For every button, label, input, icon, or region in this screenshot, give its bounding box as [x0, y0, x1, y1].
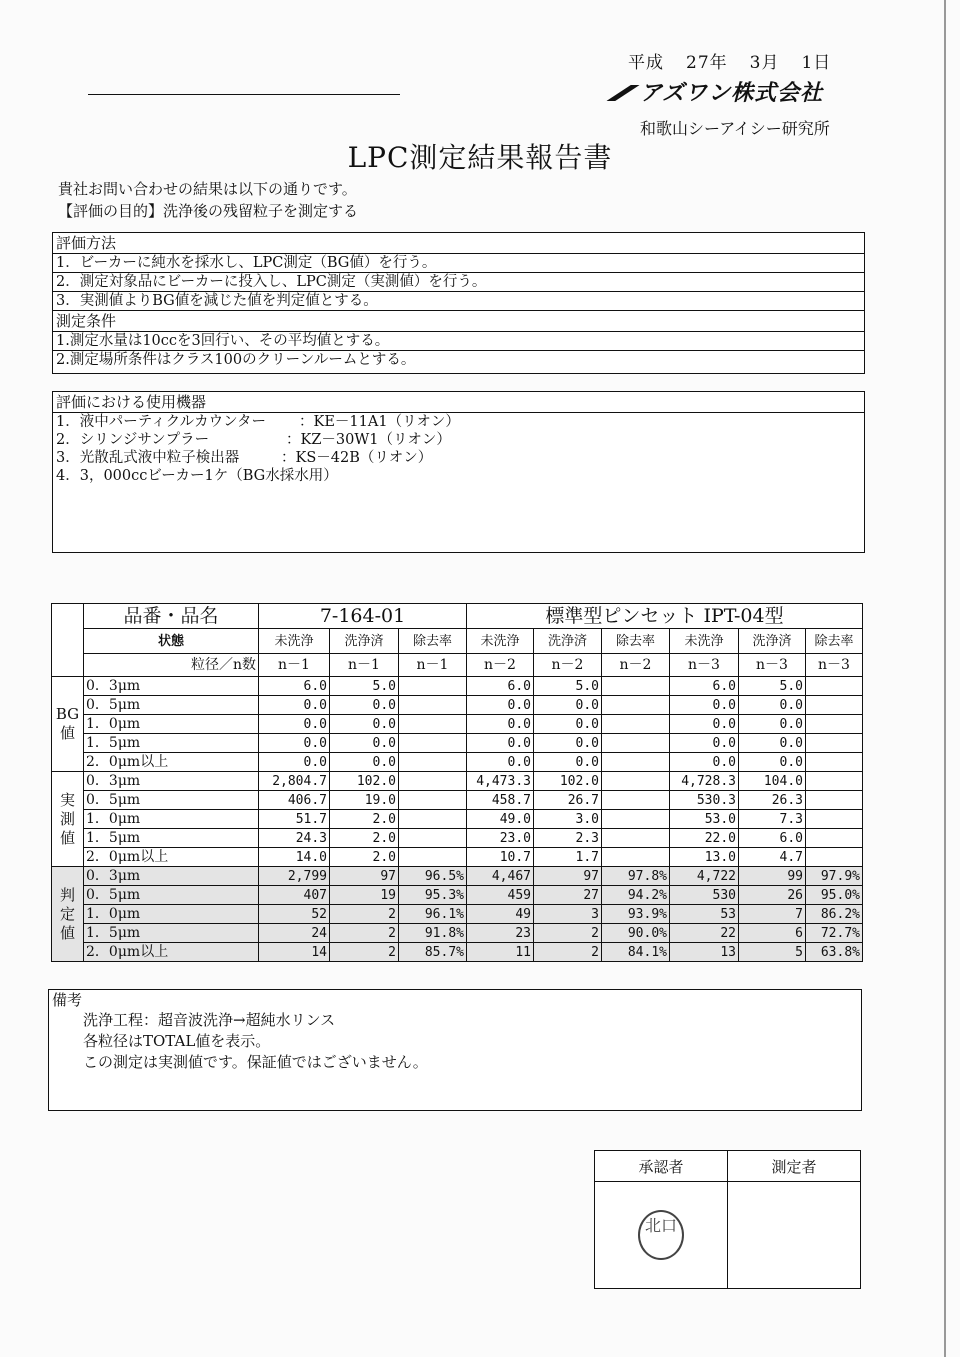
result-value: 97.8% — [602, 867, 670, 886]
intro-text: 貴社お問い合わせの結果は以下の通りです。 — [58, 180, 357, 198]
result-value: 84.1% — [602, 943, 670, 962]
result-value — [806, 829, 863, 848]
result-value: 0.0 — [534, 734, 602, 753]
result-value: 0.0 — [259, 753, 330, 772]
equipment-name: 3．光散乱式液中粒子検出器 — [56, 450, 240, 466]
result-row — [52, 848, 863, 867]
result-value: 104.0 — [739, 772, 806, 791]
result-value — [602, 753, 670, 772]
result-value: 2.3 — [534, 829, 602, 848]
result-value: 53 — [670, 905, 739, 924]
equipment-name: 1．液中パーティクルカウンター — [56, 414, 267, 430]
state-header: 除去率 — [806, 629, 863, 654]
result-value: 2,804.7 — [259, 772, 330, 791]
state-header: 未洗浄 — [670, 629, 739, 654]
scan-edge — [944, 0, 946, 1357]
approver-signature — [595, 1182, 728, 1289]
result-row — [52, 810, 863, 829]
result-row — [52, 867, 863, 886]
result-value: 3 — [534, 905, 602, 924]
measurer-signature — [728, 1182, 861, 1289]
result-value — [602, 715, 670, 734]
result-row — [52, 772, 863, 791]
result-value: 0.0 — [670, 753, 739, 772]
result-value: 19 — [330, 886, 399, 905]
result-value: 0.0 — [739, 753, 806, 772]
result-row — [52, 905, 863, 924]
result-value — [399, 829, 467, 848]
result-row — [52, 943, 863, 962]
result-value: 459 — [467, 886, 534, 905]
result-value — [399, 715, 467, 734]
equipment-item — [53, 431, 864, 449]
remarks-box — [48, 989, 862, 1111]
result-value — [806, 677, 863, 696]
n-header: n－1 — [330, 654, 399, 677]
result-row — [52, 791, 863, 810]
result-value — [602, 829, 670, 848]
result-value: 407 — [259, 886, 330, 905]
condition-line: 2.測定場所条件はクラス100のクリーンルームとする。 — [56, 352, 416, 368]
result-value: 22.0 — [670, 829, 739, 848]
equipment-item — [53, 413, 864, 431]
n-header: n－1 — [259, 654, 330, 677]
result-value: 90.0% — [602, 924, 670, 943]
group-label: 判定値 — [52, 867, 84, 962]
result-value: 0.0 — [330, 715, 399, 734]
evaluation-purpose: 【評価の目的】洗浄後の残留粒子を測定する — [58, 202, 359, 220]
date-month: 3月 — [749, 53, 780, 73]
result-value: 99 — [739, 867, 806, 886]
result-value: 0.0 — [330, 696, 399, 715]
result-value: 3.0 — [534, 810, 602, 829]
state-header: 除去率 — [399, 629, 467, 654]
state-header: 洗浄済 — [534, 629, 602, 654]
result-value: 0.0 — [670, 696, 739, 715]
result-value: 0.0 — [670, 734, 739, 753]
company-logo — [612, 76, 823, 107]
date-year: 27年 — [686, 53, 728, 73]
result-value: 7.3 — [739, 810, 806, 829]
result-value: 86.2% — [806, 905, 863, 924]
particle-size: 2．0μm以上 — [84, 943, 259, 962]
result-value: 14.0 — [259, 848, 330, 867]
result-value: 26 — [739, 886, 806, 905]
result-value: 2,799 — [259, 867, 330, 886]
result-value: 51.7 — [259, 810, 330, 829]
result-value: 4,728.3 — [670, 772, 739, 791]
method-line: 3．実測値よりBG値を減じた値を判定値とする。 — [53, 292, 864, 311]
result-value: 0.0 — [259, 715, 330, 734]
particle-size: 1．5μm — [84, 924, 259, 943]
result-value: 0.0 — [330, 753, 399, 772]
particle-size: 0．5μm — [84, 791, 259, 810]
result-value: 0.0 — [259, 696, 330, 715]
result-value: 0.0 — [739, 734, 806, 753]
result-value: 96.5% — [399, 867, 467, 886]
product-code: 7-164-01 — [259, 604, 467, 629]
date-day: 1日 — [801, 53, 832, 73]
remarks-line: この測定は実測値です。保証値ではございません。 — [83, 1053, 428, 1071]
result-value: 72.7% — [806, 924, 863, 943]
result-value: 0.0 — [739, 715, 806, 734]
result-value: 2 — [330, 943, 399, 962]
result-row — [52, 829, 863, 848]
result-value: 52 — [259, 905, 330, 924]
result-value: 97 — [534, 867, 602, 886]
result-value — [602, 848, 670, 867]
result-value: 406.7 — [259, 791, 330, 810]
result-value: 1.7 — [534, 848, 602, 867]
result-value: 10.7 — [467, 848, 534, 867]
result-value: 2 — [330, 905, 399, 924]
n-header: n－3 — [806, 654, 863, 677]
lab-name: 和歌山シーアイシー研究所 — [640, 119, 830, 138]
result-row — [52, 753, 863, 772]
result-value: 6.0 — [467, 677, 534, 696]
n-header: n－3 — [670, 654, 739, 677]
result-value — [399, 772, 467, 791]
result-value: 0.0 — [534, 715, 602, 734]
result-value — [399, 734, 467, 753]
n-header: n－2 — [534, 654, 602, 677]
result-value: 2.0 — [330, 810, 399, 829]
result-value: 0.0 — [467, 753, 534, 772]
corner-cell — [52, 604, 84, 677]
result-value: 23.0 — [467, 829, 534, 848]
equipment-model: ：KS－42B（リオン） — [281, 450, 433, 466]
particle-size: 0．3μm — [84, 867, 259, 886]
result-row — [52, 696, 863, 715]
condition-line: 1.測定水量は10ccを3回行い、その平均値とする。 — [53, 332, 864, 351]
result-value: 6 — [739, 924, 806, 943]
result-value: 2.0 — [330, 848, 399, 867]
result-value: 22 — [670, 924, 739, 943]
results-table — [51, 603, 863, 962]
product-label: 品番・品名 — [84, 604, 259, 629]
addressee-line — [88, 94, 400, 95]
result-value — [602, 810, 670, 829]
result-value — [399, 810, 467, 829]
particle-size: 1．5μm — [84, 829, 259, 848]
result-value: 6.0 — [739, 829, 806, 848]
result-row — [52, 677, 863, 696]
result-value: 27 — [534, 886, 602, 905]
result-value: 24 — [259, 924, 330, 943]
result-value — [806, 810, 863, 829]
result-value — [399, 696, 467, 715]
equipment-box — [52, 391, 865, 553]
result-value — [399, 753, 467, 772]
result-value — [602, 791, 670, 810]
result-value — [806, 696, 863, 715]
result-value: 94.2% — [602, 886, 670, 905]
result-value — [399, 791, 467, 810]
state-label: 状態 — [84, 629, 259, 654]
equipment-item — [53, 449, 864, 467]
result-value: 2 — [330, 924, 399, 943]
particle-size: 0．5μm — [84, 886, 259, 905]
result-value — [602, 696, 670, 715]
equipment-item — [53, 467, 864, 485]
state-header: 除去率 — [602, 629, 670, 654]
measurer-label: 測定者 — [728, 1151, 861, 1182]
particle-size: 0．3μm — [84, 677, 259, 696]
result-value: 2 — [534, 943, 602, 962]
method-box — [52, 232, 865, 374]
result-value: 97.9% — [806, 867, 863, 886]
result-value: 5.0 — [534, 677, 602, 696]
remarks-line: 洗浄工程：超音波洗浄→超純水リンス — [83, 1011, 336, 1029]
result-value: 95.3% — [399, 886, 467, 905]
result-value — [806, 753, 863, 772]
remarks-header: 備考 — [52, 991, 83, 1009]
particle-size: 2．0μm以上 — [84, 753, 259, 772]
result-value: 2 — [534, 924, 602, 943]
method-line: 1．ビーカーに純水を採水し、LPC測定（BG値）を行う。 — [53, 254, 864, 273]
result-value: 5.0 — [739, 677, 806, 696]
state-header: 洗浄済 — [739, 629, 806, 654]
result-value: 0.0 — [739, 696, 806, 715]
company-name: アズワン株式会社 — [640, 81, 824, 106]
approver-label: 承認者 — [595, 1151, 728, 1182]
result-value — [806, 715, 863, 734]
result-value: 11 — [467, 943, 534, 962]
condition-header: 測定条件 — [53, 311, 864, 332]
approval-stamp: 北口 — [638, 1210, 684, 1260]
state-header: 洗浄済 — [330, 629, 399, 654]
result-value: 0.0 — [534, 696, 602, 715]
result-value: 0.0 — [534, 753, 602, 772]
result-row — [52, 715, 863, 734]
result-value: 49.0 — [467, 810, 534, 829]
result-value: 4,467 — [467, 867, 534, 886]
state-header: 未洗浄 — [467, 629, 534, 654]
result-value: 53.0 — [670, 810, 739, 829]
result-value: 4.7 — [739, 848, 806, 867]
equipment-header: 評価における使用機器 — [53, 392, 864, 413]
result-value: 2.0 — [330, 829, 399, 848]
particle-size: 1．0μm — [84, 905, 259, 924]
result-value: 4,473.3 — [467, 772, 534, 791]
particle-size: 1．0μm — [84, 810, 259, 829]
result-row — [52, 886, 863, 905]
result-value: 63.8% — [806, 943, 863, 962]
report-date — [628, 48, 831, 73]
method-header: 評価方法 — [53, 233, 864, 254]
date-era: 平成 — [628, 53, 664, 73]
result-value: 95.0% — [806, 886, 863, 905]
result-value: 96.1% — [399, 905, 467, 924]
particle-size: 1．5μm — [84, 734, 259, 753]
result-value: 5 — [739, 943, 806, 962]
result-row — [52, 734, 863, 753]
result-value — [399, 677, 467, 696]
result-value: 0.0 — [330, 734, 399, 753]
result-value — [806, 791, 863, 810]
n-header: n－2 — [467, 654, 534, 677]
result-value: 0.0 — [670, 715, 739, 734]
n-header: n－1 — [399, 654, 467, 677]
result-value: 97 — [330, 867, 399, 886]
result-value: 4,722 — [670, 867, 739, 886]
result-value: 91.8% — [399, 924, 467, 943]
result-value: 7 — [739, 905, 806, 924]
result-value: 530 — [670, 886, 739, 905]
result-value: 13.0 — [670, 848, 739, 867]
particle-size: 0．3μm — [84, 772, 259, 791]
result-value — [806, 772, 863, 791]
n-header: n－3 — [739, 654, 806, 677]
equipment-model: ：KZ－30W1（リオン） — [286, 432, 451, 448]
particle-size: 1．0μm — [84, 715, 259, 734]
method-line: 2．測定対象品にビーカーに投入し、LPC測定（実測値）を行う。 — [53, 273, 864, 292]
particle-size: 2．0μm以上 — [84, 848, 259, 867]
result-value: 23 — [467, 924, 534, 943]
result-value: 13 — [670, 943, 739, 962]
size-label: 粒径／n数 — [84, 654, 259, 677]
result-value: 26.7 — [534, 791, 602, 810]
result-value: 24.3 — [259, 829, 330, 848]
result-value: 6.0 — [259, 677, 330, 696]
result-value — [399, 848, 467, 867]
result-value — [602, 734, 670, 753]
result-value — [806, 734, 863, 753]
result-value — [806, 848, 863, 867]
equipment-model: ：KE－11A1（リオン） — [299, 414, 460, 430]
result-value: 0.0 — [467, 696, 534, 715]
result-value: 6.0 — [670, 677, 739, 696]
result-value: 102.0 — [330, 772, 399, 791]
group-label: BG値 — [52, 677, 84, 772]
result-value: 0.0 — [259, 734, 330, 753]
report-title: LPC測定結果報告書 — [347, 141, 613, 174]
result-value: 19.0 — [330, 791, 399, 810]
result-value: 26.3 — [739, 791, 806, 810]
result-value: 530.3 — [670, 791, 739, 810]
remarks-line: 各粒径はTOTAL値を表示。 — [83, 1032, 271, 1050]
product-name: 標準型ピンセット IPT-04型 — [467, 604, 863, 629]
result-value: 5.0 — [330, 677, 399, 696]
state-header: 未洗浄 — [259, 629, 330, 654]
particle-size: 0．5μm — [84, 696, 259, 715]
result-value: 49 — [467, 905, 534, 924]
result-value: 85.7% — [399, 943, 467, 962]
equipment-name: 2．シリンジサンプラー — [56, 432, 210, 448]
result-value: 458.7 — [467, 791, 534, 810]
result-row — [52, 924, 863, 943]
result-value: 14 — [259, 943, 330, 962]
logo-mark-icon — [606, 85, 639, 101]
result-value: 102.0 — [534, 772, 602, 791]
result-value — [602, 677, 670, 696]
result-value: 93.9% — [602, 905, 670, 924]
result-value: 0.0 — [467, 734, 534, 753]
result-value — [602, 772, 670, 791]
signature-table — [594, 1150, 861, 1289]
n-header: n－2 — [602, 654, 670, 677]
equipment-name: 4．3，000ccビーカー1ケ（BG水採水用） — [56, 468, 338, 484]
group-label: 実測値 — [52, 772, 84, 867]
result-value: 0.0 — [467, 715, 534, 734]
